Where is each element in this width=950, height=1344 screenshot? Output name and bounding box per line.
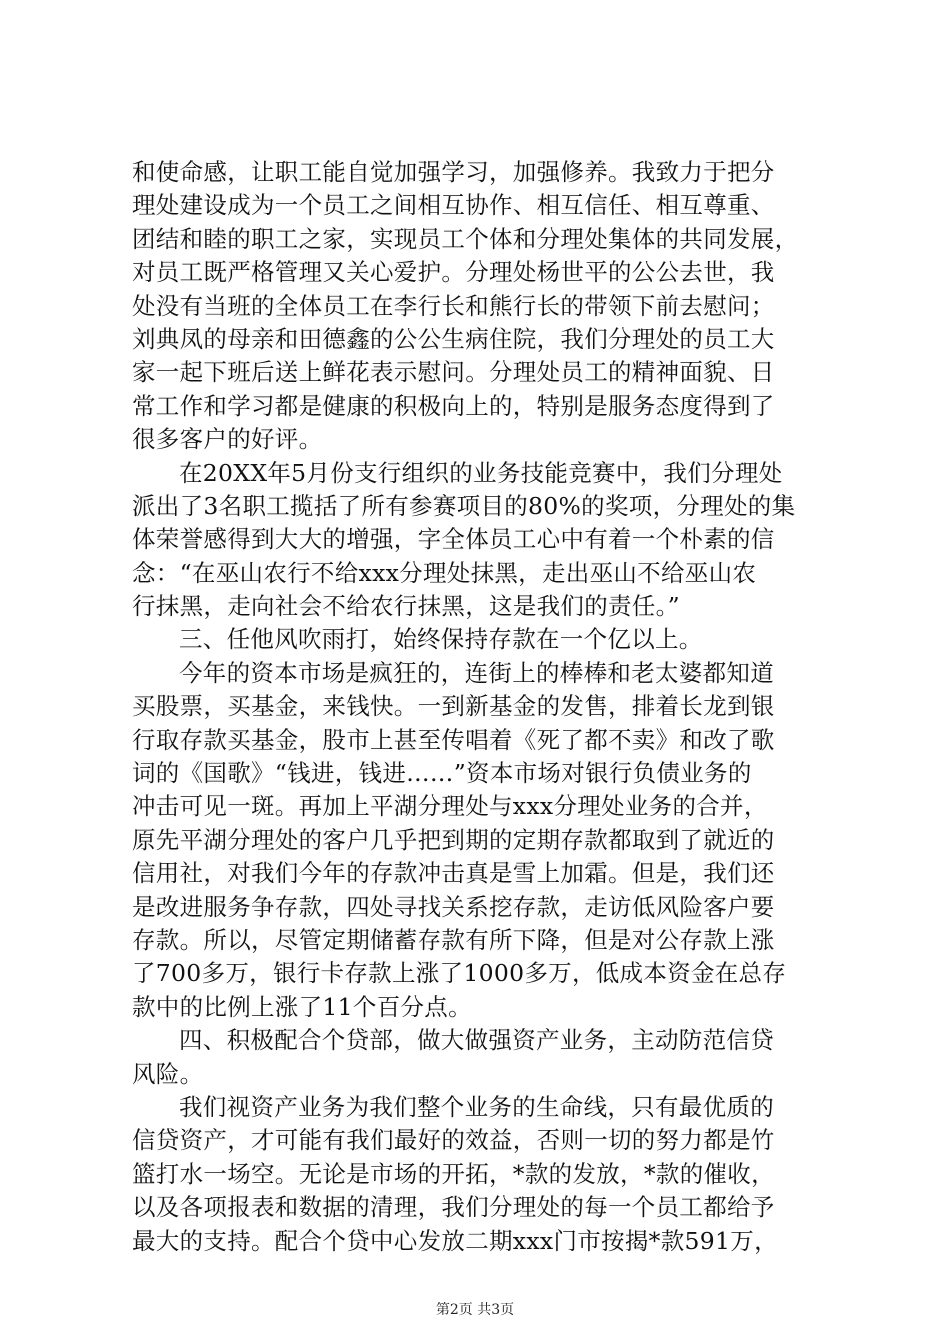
text-line: 款中的比例上涨了11个百分点。: [132, 992, 472, 1021]
text-line: 团结和睦的职工之家，实现员工个体和分理处集体的共同发展，: [132, 224, 799, 253]
text-line: 篮打水一场空。无论是市场的开拓，*款的发放，*款的催收，: [132, 1159, 775, 1188]
text-line: 对员工既严格管理又关心爱护。分理处杨世平的公公去世，我: [132, 258, 775, 287]
text-line: 信贷资产，才可能有我们最好的效益，否则一切的努力都是竹: [132, 1126, 775, 1155]
document-body: [132, 156, 832, 1258]
text-line: 行取存款买基金，股市上甚至传唱着《死了都不卖》和改了歌: [132, 725, 775, 754]
text-line: 冲击可见一斑。再加上平湖分理处与xxx分理处业务的合并，: [132, 792, 768, 821]
text-line: 刘典凤的母亲和田德鑫的公公生病住院，我们分理处的员工大: [132, 324, 775, 353]
text-line: 很多客户的好评。: [132, 425, 323, 454]
page-footer: [0, 1301, 950, 1319]
text-line: 以及各项报表和数据的清理，我们分理处的每一个员工都给予: [132, 1193, 775, 1222]
paragraph-first-line: 在20XX年5月份支行组织的业务技能竞赛中，我们分理处: [179, 458, 783, 487]
text-line: 和使命感，让职工能自觉加强学习，加强修养。我致力于把分: [132, 158, 775, 186]
text-line: 派出了3名职工揽括了所有参赛项目的80%的奖项，分理处的集: [132, 491, 796, 520]
text-line: 买股票，买基金，来钱快。一到新基金的发售，排着长龙到银: [132, 692, 775, 721]
text-line: 原先平湖分理处的客户几乎把到期的定期存款都取到了就近的: [132, 825, 775, 854]
text-line: 理处建设成为一个员工之间相互协作、相互信任、相互尊重、: [132, 191, 775, 220]
text-line: 常工作和学习都是健康的积极向上的，特别是服务态度得到了: [132, 391, 775, 420]
page-number-label: 第2页 共3页: [435, 1302, 515, 1318]
text-line: 是改进服务争存款，四处寻找关系挖存款，走访低风险客户要: [132, 892, 775, 921]
section-heading: 三、任他风吹雨打，始终保持存款在一个亿以上。: [179, 625, 703, 654]
text-line: 词的《国歌》“钱进，钱进……”资本市场对银行负债业务的: [132, 759, 752, 788]
text-line: 家一起下班后送上鲜花表示慰问。分理处员工的精神面貌、日: [132, 358, 775, 387]
paragraph-first-line: 今年的资本市场是疯狂的，连街上的棒棒和老太婆都知道: [179, 658, 774, 687]
text-line: 体荣誉感得到大大的增强，字全体员工心中有着一个朴素的信: [132, 525, 775, 554]
text-line: 念：“在巫山农行不给xxx分理处抹黑，走出巫山不给巫山农: [132, 558, 757, 587]
section-heading: 四、积极配合个贷部，做大做强资产业务，主动防范信贷: [179, 1026, 774, 1055]
paragraph-first-line: 我们视资产业务为我们整个业务的生命线，只有最优质的: [179, 1092, 774, 1121]
text-line: 行抹黑，走向社会不给农行抹黑，这是我们的责任。”: [132, 592, 680, 621]
text-line: 处没有当班的全体员工在李行长和熊行长的带领下前去慰问；: [132, 291, 775, 320]
text-line: 信用社，对我们今年的存款冲击真是雪上加霜。但是，我们还: [132, 859, 775, 888]
text-line: 存款。所以，尽管定期储蓄存款有所下降，但是对公存款上涨: [132, 925, 775, 954]
text-line: 最大的支持。配合个贷中心发放二期xxx门市按揭*款591万，: [132, 1226, 778, 1255]
text-line: 了700多万，银行卡存款上涨了1000多万，低成本资金在总存: [132, 959, 787, 988]
text-line: 风险。: [132, 1059, 204, 1088]
